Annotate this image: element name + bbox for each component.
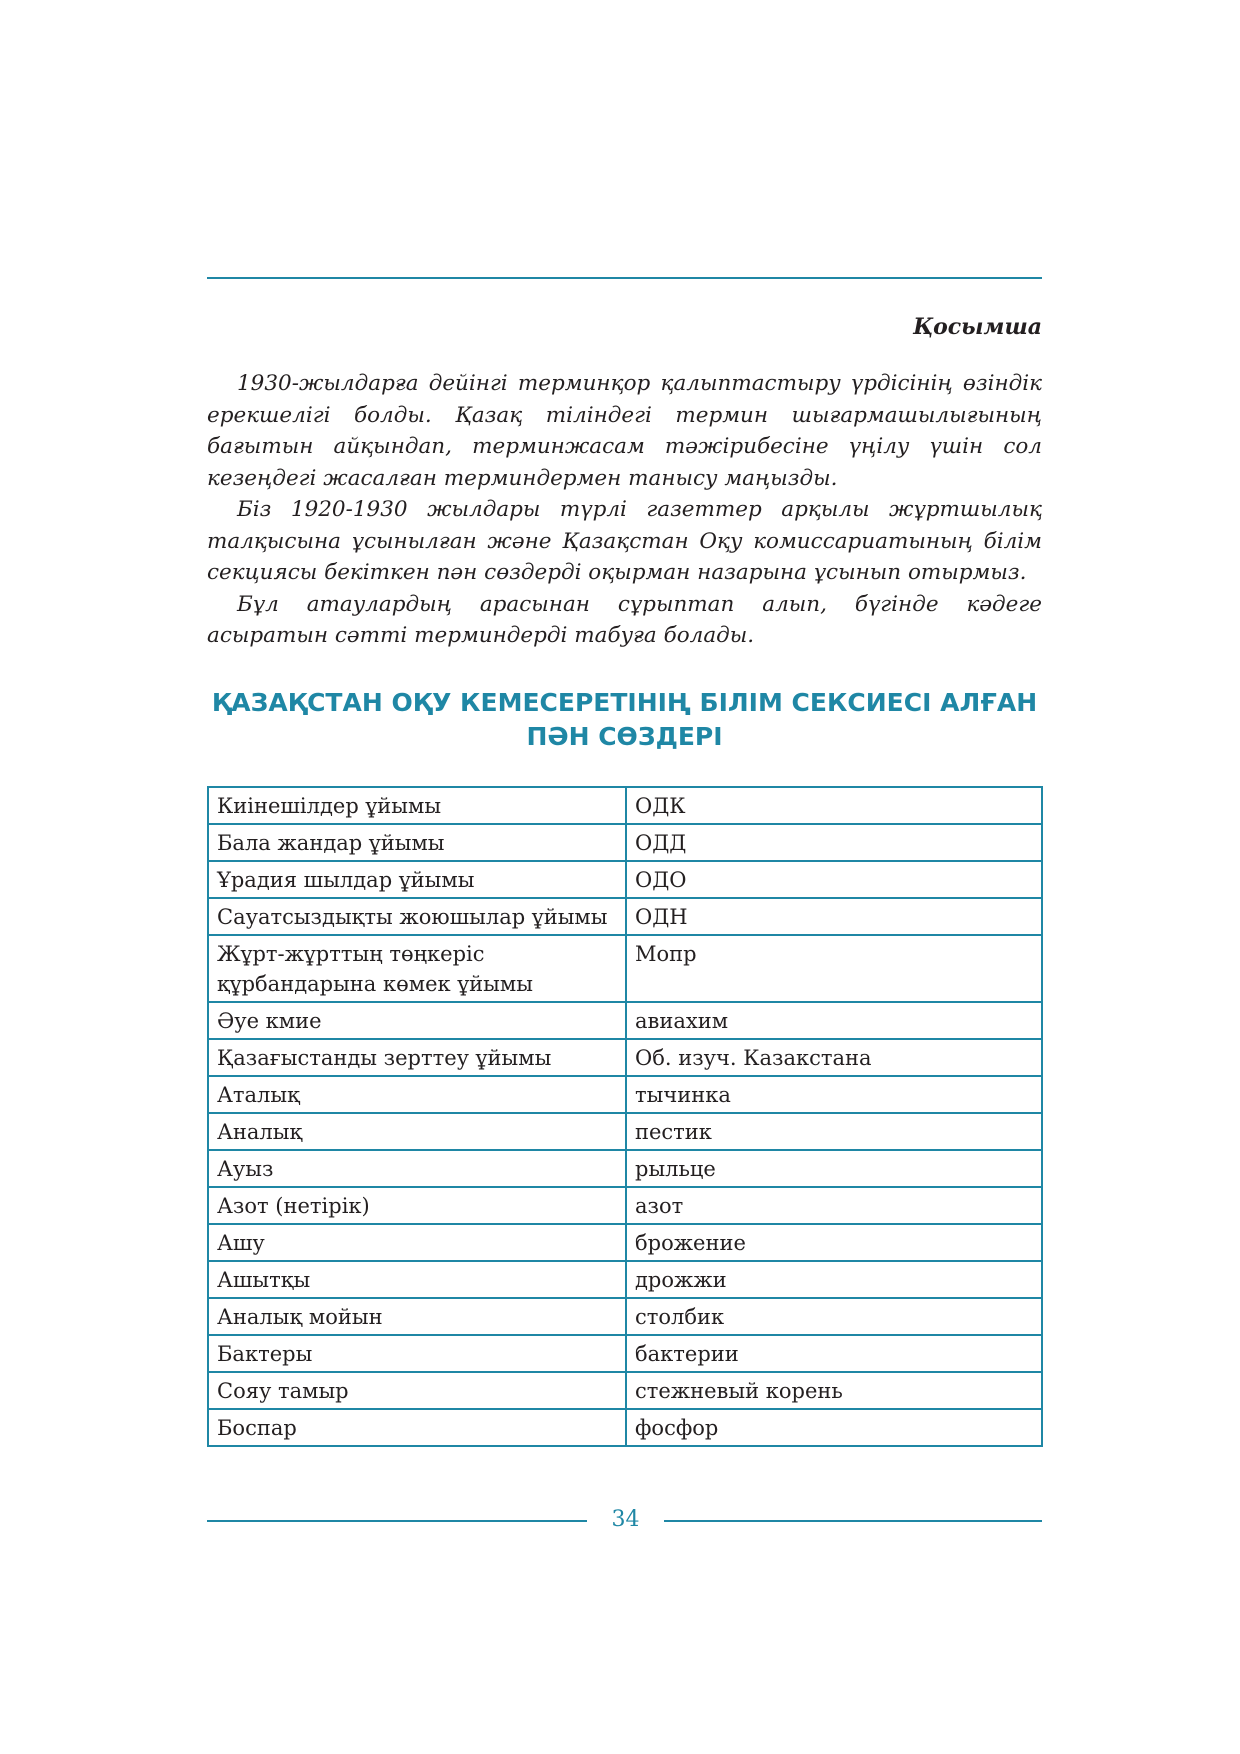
footer-divider-left	[207, 1520, 587, 1522]
term-kazakh-cell: Ауыз	[208, 1150, 626, 1187]
table-row	[208, 1372, 1042, 1409]
terms-table-body	[208, 787, 1042, 1446]
table-row	[208, 1113, 1042, 1150]
table-row	[208, 898, 1042, 935]
intro-paragraph: 1930-жылдарға дейінгі терминқор қалыптастыру үрдісінің өзіндік ерекшелігі болды. Қазақ тіліндегі термин шығармашылығының бағытын айқындап, терминжасам тәжірибесіне үңілу үшін сол кезеңдегі жасалған терминдермен танысу маңызды.	[207, 371, 1042, 491]
table-row	[208, 1150, 1042, 1187]
table-row	[208, 824, 1042, 861]
term-kazakh-cell: Азот (нетірік)	[208, 1187, 626, 1224]
table-row	[208, 1076, 1042, 1113]
term-kazakh-cell: Боспар	[208, 1409, 626, 1446]
term-kazakh-cell: Ашытқы	[208, 1261, 626, 1298]
term-kazakh-cell: Ұрадия шылдар ұйымы	[208, 861, 626, 898]
term-kazakh-cell: Аналық мойын	[208, 1298, 626, 1335]
term-russian-cell: рыльце	[626, 1150, 1042, 1187]
table-row	[208, 1002, 1042, 1039]
term-russian-cell: Мопр	[626, 935, 1042, 1002]
table-row	[208, 1039, 1042, 1076]
term-kazakh-cell: Бактеры	[208, 1335, 626, 1372]
header-divider	[207, 277, 1042, 279]
table-row	[208, 1409, 1042, 1446]
table-row	[208, 1224, 1042, 1261]
term-russian-cell: ОДО	[626, 861, 1042, 898]
term-kazakh-cell: Аталық	[208, 1076, 626, 1113]
table-row	[208, 787, 1042, 824]
term-kazakh-cell: Сауатсыздықты жоюшылар ұйымы	[208, 898, 626, 935]
term-russian-cell: ОДН	[626, 898, 1042, 935]
footer-divider-right	[664, 1520, 1042, 1522]
term-russian-cell: Об. изуч. Казакстана	[626, 1039, 1042, 1076]
term-russian-cell: авиахим	[626, 1002, 1042, 1039]
term-russian-cell: стежневый корень	[626, 1372, 1042, 1409]
term-russian-cell: ОДД	[626, 824, 1042, 861]
term-russian-cell: дрожжи	[626, 1261, 1042, 1298]
term-kazakh-cell: Ашу	[208, 1224, 626, 1261]
term-russian-cell: азот	[626, 1187, 1042, 1224]
table-row	[208, 861, 1042, 898]
section-title	[207, 686, 1042, 754]
section-title-line: ПӘН СӨЗДЕРІ	[526, 722, 723, 751]
appendix-label: Қосымша	[913, 314, 1042, 340]
term-kazakh-cell: Жұрт-жұрттың төңкеріс құрбандарына көмек ұйымы	[208, 935, 626, 1002]
term-russian-cell: тычинка	[626, 1076, 1042, 1113]
term-russian-cell: пестик	[626, 1113, 1042, 1150]
term-russian-cell: ОДК	[626, 787, 1042, 824]
intro-paragraph: Бұл атаулардың арасынан сұрыптап алып, бүгінде кәдеге асыратын сәтті терминдерді табуға болады.	[207, 591, 1042, 648]
term-kazakh-cell: Сояу тамыр	[208, 1372, 626, 1409]
term-russian-cell: столбик	[626, 1298, 1042, 1335]
intro-paragraph: Біз 1920-1930 жылдары түрлі газеттер арқылы жұртшылық талқысына ұсынылған және Қазақстан Оқу комиссариатының білім секциясы бекіткен пән сөздерді оқырман назарына ұсынып отырмыз.	[207, 497, 1042, 585]
table-row	[208, 1261, 1042, 1298]
section-title-line: ҚАЗАҚСТАН ОҚУ КЕМЕСЕРЕТІНІҢ БІЛІМ СЕКСИЕСІ АЛҒАН	[211, 688, 1038, 717]
page-number: 34	[611, 1507, 640, 1532]
table-row	[208, 1187, 1042, 1224]
term-kazakh-cell: Аналық	[208, 1113, 626, 1150]
intro-text	[207, 368, 1042, 652]
table-row	[208, 1335, 1042, 1372]
term-kazakh-cell: Бала жандар ұйымы	[208, 824, 626, 861]
term-kazakh-cell: Әуе кмие	[208, 1002, 626, 1039]
table-row	[208, 935, 1042, 1002]
term-russian-cell: фосфор	[626, 1409, 1042, 1446]
term-russian-cell: бактерии	[626, 1335, 1042, 1372]
term-russian-cell: брожение	[626, 1224, 1042, 1261]
terms-table	[207, 786, 1043, 1447]
term-kazakh-cell: Киінешілдер ұйымы	[208, 787, 626, 824]
term-kazakh-cell: Қазағыстанды зерттеу ұйымы	[208, 1039, 626, 1076]
table-row	[208, 1298, 1042, 1335]
